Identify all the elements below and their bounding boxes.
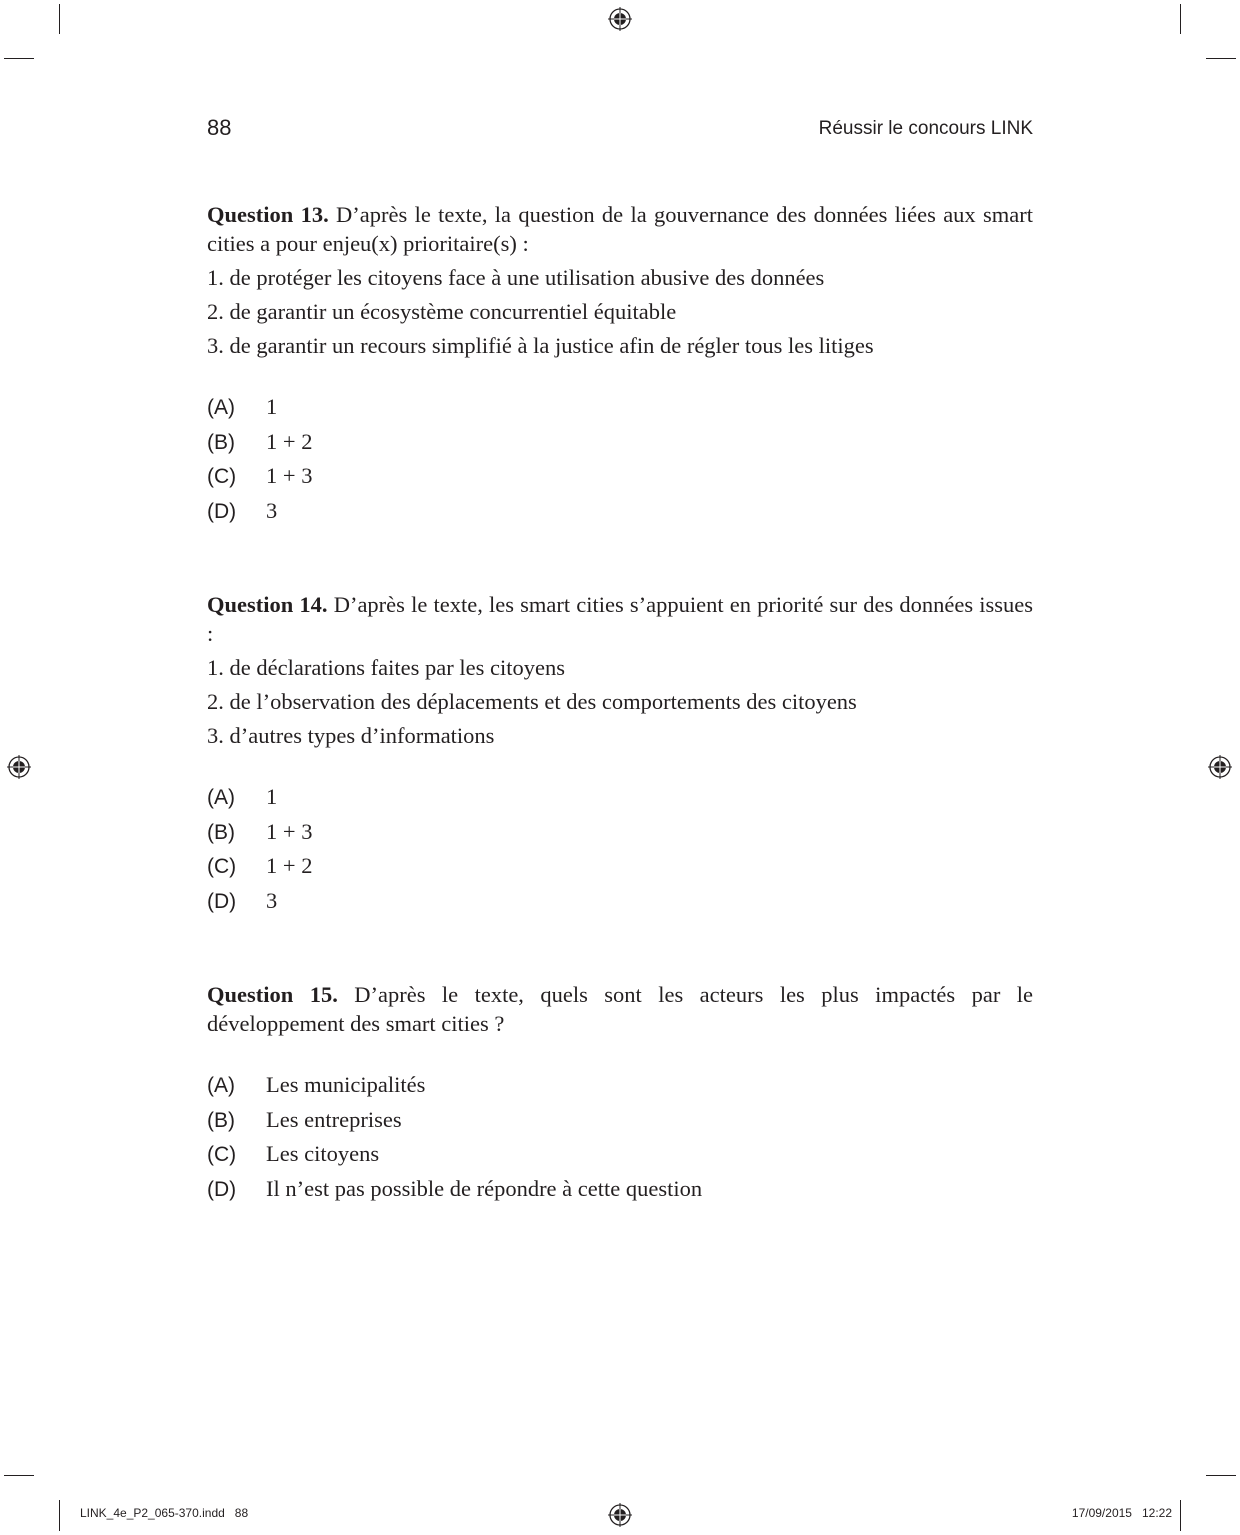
page-number: 88 [207,115,232,140]
registration-mark-icon [608,7,632,31]
answer-choice [207,390,1033,425]
question-15 [207,980,1033,1206]
answer-choice [207,425,1033,460]
choice-letter: (B) [207,820,235,844]
answer-choice [207,884,1033,919]
registration-mark-icon [608,1503,632,1527]
question-prompt [207,980,1033,1038]
choice-text: 1 + 3 [266,818,313,844]
slug-file-name: LINK_4e_P2_065-370.indd 88 [80,1506,249,1520]
crop-mark [1180,1500,1181,1531]
answer-choice [207,780,1033,815]
choice-text: Les municipalités [266,1072,426,1097]
statement-item: 1. de déclarations faites par les citoyens [207,655,565,680]
choice-text: 1 + 2 [266,428,313,454]
question-prompt [207,590,1033,648]
statement-item: 3. d’autres types d’informations [207,723,495,748]
question-text: D’après le texte, la question de la gouvernance des données liées aux smart cities a pour enjeu(x) prioritaire(s) : [207,202,1033,256]
choice-text: 1 + 3 [266,463,313,488]
choice-text: Il n’est pas possible de répondre à cette question [266,1175,703,1201]
crop-mark [4,1475,34,1476]
choice-letter: (D) [207,499,237,523]
registration-mark-icon [7,755,31,779]
choice-letter: (A) [207,786,235,809]
answer-choice [207,1137,1033,1172]
question-label: Question 13. [207,202,329,227]
answer-choices [207,780,1033,918]
statement-item: 2. de l’observation des déplacements et des comportements des citoyens [207,689,857,714]
question-14 [207,590,1033,918]
choice-text: 1 [266,394,278,419]
answer-choice [207,494,1033,529]
answer-choice [207,459,1033,494]
crop-mark [59,1500,60,1531]
answer-choice [207,1068,1033,1103]
choice-letter: (A) [207,1074,235,1097]
running-header-title: Réussir le concours LINK [818,118,1033,139]
choice-text: Les entreprises [266,1106,402,1132]
statement-item: 3. de garantir un recours simplifié à la justice afin de régler tous les litiges [207,333,874,358]
choice-letter: (C) [207,465,237,488]
choice-letter: (D) [207,889,237,913]
slug-date: 17/09/2015 12:22 [1071,1506,1172,1520]
statement-item: 1. de protéger les citoyens face à une utilisation abusive des données [207,265,825,290]
choice-letter: (C) [207,1143,237,1166]
question-prompt [207,200,1033,258]
crop-mark [4,58,34,59]
answer-choice [207,849,1033,884]
registration-mark-icon [1208,755,1232,779]
answer-choices [207,1068,1033,1206]
question-13 [207,200,1033,528]
choice-letter: (D) [207,1177,237,1201]
choice-text: 3 [266,887,278,913]
crop-mark [59,4,60,34]
choice-letter: (A) [207,396,235,419]
question-label: Question 14. [207,592,328,617]
question-text: D’après le texte, quels sont les acteurs les plus impactés par le développement des smart cities ? [207,982,1033,1036]
choice-text: Les citoyens [266,1141,380,1166]
question-text: D’après le texte, les smart cities s’appuient en priorité sur des données issues : [207,592,1033,646]
statement-item: 2. de garantir un écosystème concurrentiel équitable [207,299,677,324]
choice-letter: (B) [207,1108,235,1132]
question-label: Question 15. [207,982,338,1007]
crop-mark [1206,1475,1236,1476]
choice-text: 3 [266,497,278,523]
answer-choice [207,1172,1033,1207]
crop-mark [1206,58,1236,59]
choice-text: 1 [266,784,278,809]
choice-letter: (C) [207,855,237,878]
answer-choices [207,390,1033,528]
answer-choice [207,1103,1033,1138]
crop-mark [1180,4,1181,34]
choice-text: 1 + 2 [266,853,313,878]
choice-letter: (B) [207,430,235,454]
answer-choice [207,815,1033,850]
